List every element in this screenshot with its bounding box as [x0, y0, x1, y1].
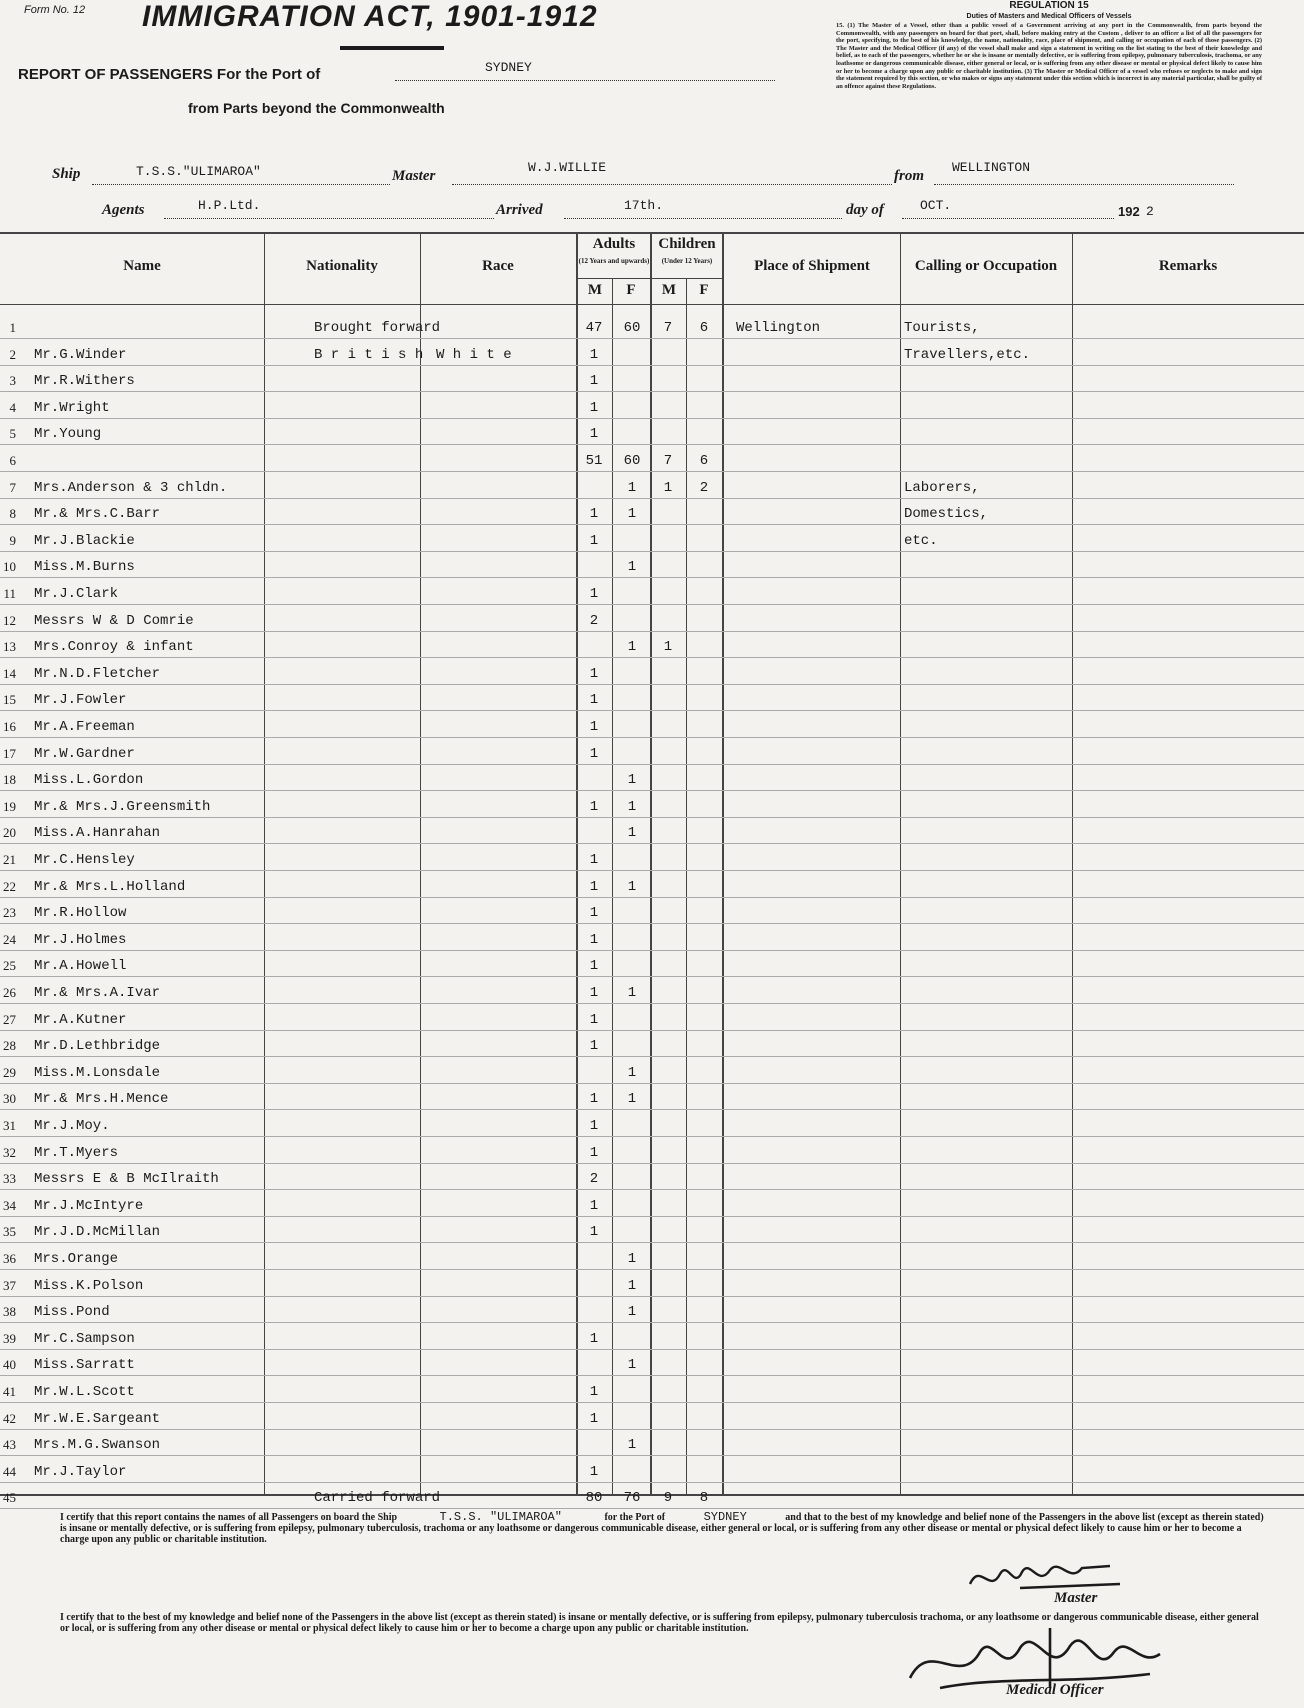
adults-male-count: 1: [589, 1331, 599, 1347]
adults-male-count: 1: [589, 932, 599, 948]
col-divider-place: [900, 233, 901, 1495]
children-male-count: 1: [663, 480, 673, 496]
row-rule: [0, 1056, 1304, 1057]
row-number: 25: [3, 958, 16, 973]
adults-male-count: 1: [589, 905, 599, 921]
adults-female-count: 60: [623, 453, 641, 469]
col-divider-adult-mf: [612, 278, 613, 1495]
row-rule: [0, 1216, 1304, 1217]
row-rule: [0, 365, 1304, 366]
children-male-count: 7: [663, 453, 673, 469]
passenger-name: Mr.C.Sampson: [34, 1331, 135, 1347]
adults-female-count: 76: [623, 1490, 641, 1506]
year-suffix: 2: [1146, 204, 1154, 219]
passenger-name: Mr.J.D.McMillan: [34, 1224, 161, 1240]
passenger-name: Mr.J.Moy.: [34, 1118, 110, 1134]
row-rule: [0, 631, 1304, 632]
row-number: 16: [3, 719, 16, 734]
children-female-count: 6: [699, 453, 709, 469]
adults-male-count: 1: [589, 506, 599, 522]
adults-male-count: 1: [589, 1198, 599, 1214]
adults-male-count: 80: [585, 1490, 603, 1506]
row-rule: [0, 1429, 1304, 1430]
row-rule: [0, 976, 1304, 977]
adults-male-count: 1: [589, 1464, 599, 1480]
row-number: 27: [3, 1012, 16, 1027]
passenger-name: Mr.J.Clark: [34, 586, 119, 602]
adults-female-count: 60: [623, 320, 641, 336]
adults-male-count: 47: [585, 320, 603, 336]
nationality-cell: Brought forward: [314, 320, 441, 336]
adults-male-count: 1: [589, 426, 599, 442]
row-number: 15: [3, 692, 16, 707]
passenger-name: Mr.J.Fowler: [34, 692, 127, 708]
agents-value: H.P.Ltd.: [198, 198, 261, 213]
adults-female-count: 1: [627, 825, 637, 841]
row-rule: [0, 1242, 1304, 1243]
adults-male-count: 2: [589, 1171, 599, 1187]
master-caption: Master: [1054, 1590, 1098, 1606]
master-line: [452, 184, 892, 185]
row-rule: [0, 1189, 1304, 1190]
children-female-count: 8: [699, 1490, 709, 1506]
medical-officer-caption: Medical Officer: [1006, 1682, 1104, 1698]
row-rule: [0, 657, 1304, 658]
col-divider-adults: [650, 233, 652, 1495]
row-number: 23: [3, 905, 16, 920]
passenger-name: Mrs.Orange: [34, 1251, 119, 1267]
adults-male-count: 1: [589, 1038, 599, 1054]
from-parts-label: from Parts beyond the Commonwealth: [188, 100, 445, 116]
table-bottom-border: [0, 1494, 1304, 1496]
row-number: 34: [3, 1198, 16, 1213]
row-rule: [0, 923, 1304, 924]
adults-male-count: 1: [589, 799, 599, 815]
calling-occupation: Travellers,etc.: [904, 347, 1031, 363]
mf-header-rule: [577, 278, 723, 279]
calling-occupation: etc.: [904, 533, 938, 549]
adults-male-count: 1: [589, 533, 599, 549]
row-rule: [0, 897, 1304, 898]
row-number: 33: [3, 1171, 16, 1186]
row-rule: [0, 684, 1304, 685]
passenger-name: Miss.L.Gordon: [34, 772, 144, 788]
header-adults-f: F: [626, 282, 636, 298]
row-number: 10: [3, 559, 16, 574]
row-rule: [0, 1003, 1304, 1004]
adults-male-count: 1: [589, 852, 599, 868]
row-rule: [0, 524, 1304, 525]
row-rule: [0, 1269, 1304, 1270]
adults-male-count: 1: [589, 666, 599, 682]
form-number: Form No. 12: [24, 4, 86, 16]
row-rule: [0, 1083, 1304, 1084]
row-rule: [0, 1402, 1304, 1403]
adults-male-count: 1: [589, 719, 599, 735]
adults-female-count: 1: [627, 1091, 637, 1107]
row-number: 11: [3, 586, 16, 601]
agents-line: [164, 218, 494, 219]
row-number: 43: [3, 1437, 16, 1452]
table-header-bottom: [0, 304, 1304, 305]
row-number: 38: [3, 1304, 16, 1319]
passenger-name: Mr.R.Hollow: [34, 905, 127, 921]
passenger-name: Mr.T.Myers: [34, 1145, 119, 1161]
header-children-m: M: [661, 282, 677, 298]
row-rule: [0, 1163, 1304, 1164]
adults-male-count: 1: [589, 746, 599, 762]
row-number: 1: [9, 320, 16, 335]
nationality-cell: B r i t i s h: [314, 347, 424, 363]
table-top-border: [0, 232, 1304, 234]
passenger-name: Mr.W.L.Scott: [34, 1384, 135, 1400]
arrived-line: [564, 218, 842, 219]
children-female-count: 2: [699, 480, 709, 496]
row-rule: [0, 1296, 1304, 1297]
adults-male-count: 1: [589, 586, 599, 602]
adults-male-count: 1: [589, 1091, 599, 1107]
adults-female-count: 1: [627, 1065, 637, 1081]
passenger-name: Mr.W.E.Sargeant: [34, 1411, 161, 1427]
row-number: 35: [3, 1224, 16, 1239]
row-number: 44: [3, 1464, 16, 1479]
cert1-port: SYDNEY: [703, 1510, 747, 1524]
row-rule: [0, 1030, 1304, 1031]
passenger-name: Mrs.Conroy & infant: [34, 639, 194, 655]
adults-male-count: 2: [589, 613, 599, 629]
header-adults: Adults: [592, 236, 636, 252]
row-rule: [0, 1482, 1304, 1483]
row-rule: [0, 1349, 1304, 1350]
row-number: 18: [3, 772, 16, 787]
header-place: Place of Shipment: [754, 258, 870, 274]
row-number: 39: [3, 1331, 16, 1346]
row-number: 32: [3, 1145, 16, 1160]
adults-male-count: 1: [589, 879, 599, 895]
passenger-name: Mrs.M.G.Swanson: [34, 1437, 161, 1453]
port-dotted-line: [395, 80, 775, 81]
adults-female-count: 1: [627, 1304, 637, 1320]
row-rule: [0, 790, 1304, 791]
calling-occupation: Domestics,: [904, 506, 989, 522]
passenger-name: Mr.C.Hensley: [34, 852, 135, 868]
adults-female-count: 1: [627, 639, 637, 655]
calling-occupation: Laborers,: [904, 480, 980, 496]
passenger-name: Mr.R.Withers: [34, 373, 135, 389]
row-rule: [0, 498, 1304, 499]
row-number: 41: [3, 1384, 16, 1399]
row-rule: [0, 870, 1304, 871]
passenger-name: Mr.& Mrs.H.Mence: [34, 1091, 169, 1107]
passenger-name: Mr.A.Howell: [34, 958, 127, 974]
row-number: 21: [3, 852, 16, 867]
adults-male-count: 1: [589, 400, 599, 416]
row-number: 7: [9, 480, 16, 495]
row-number: 26: [3, 985, 16, 1000]
ship-label: Ship: [52, 166, 81, 182]
row-number: 14: [3, 666, 16, 681]
passenger-name: Miss.A.Hanrahan: [34, 825, 161, 841]
from-label: from: [894, 168, 924, 184]
passenger-name: Miss.Pond: [34, 1304, 110, 1320]
passenger-name: Miss.M.Lonsdale: [34, 1065, 161, 1081]
ship-value: T.S.S."ULIMAROA": [136, 164, 261, 179]
nationality-cell: Carried forward: [314, 1490, 441, 1506]
passenger-name: Messrs E & B McIlraith: [34, 1171, 219, 1187]
row-rule: [0, 1136, 1304, 1137]
children-male-count: 1: [663, 639, 673, 655]
header-remarks: Remarks: [1158, 258, 1218, 274]
adults-male-count: 1: [589, 1012, 599, 1028]
adults-female-count: 1: [627, 772, 637, 788]
adults-female-count: 1: [627, 799, 637, 815]
passenger-name: Mr.D.Lethbridge: [34, 1038, 161, 1054]
passenger-name: Mr.J.Taylor: [34, 1464, 127, 1480]
adults-female-count: 1: [627, 1357, 637, 1373]
cert1-mid: for the Port of: [604, 1512, 666, 1523]
from-line: [934, 184, 1234, 185]
col-divider-nationality: [420, 233, 421, 1495]
row-rule: [0, 444, 1304, 445]
adults-male-count: 1: [589, 1224, 599, 1240]
row-number: 40: [3, 1357, 16, 1372]
race-cell: W h i t e: [436, 347, 512, 363]
row-rule: [0, 391, 1304, 392]
passenger-name: Mr.W.Gardner: [34, 746, 135, 762]
row-number: 6: [9, 453, 16, 468]
regulation-text: 15. (1) The Master of a Vessel, other than a public vessel of a Government arriving at any port in the Commonwealth, from parts beyond the Commonwealth, with any passengers on board for that port, shall, before making entry at the Custom , deliver to an officer a list of all the passengers for the port, specifying, to the best of his knowledge, the name, nationality, race, place of shipment, and calling or occupation of each of those passengers. (2) The Master and the Medical Officer (if any) of the vessel shall make and sign a statement in writing on the list stating to the best of their knowledge and belief, as to each of the passengers, whether he or she is insane or mentally defective, or is suffering from epilepsy, pulmonary tuberculosis, trachoma, or any loathsome or dangerous communicable disease, either general or local, or is suffering from any other disease or mental or physical defect likely to cause him or her to become a charge upon any public or charitable institution. (3) The Master or Medical Officer of a vessel who refuses or neglects to make and sign the statement required by this section, or who makes or signs any statement under this section which is incorrect in any material particular, shall be guilty of an offence against these Regulations.: [836, 22, 1262, 90]
row-rule: [0, 1455, 1304, 1456]
header-calling: Calling or Occupation: [914, 258, 1058, 274]
master-label: Master: [392, 168, 436, 184]
arrived-value: 17th.: [624, 198, 664, 213]
passenger-name: Mr.J.Holmes: [34, 932, 127, 948]
cert1-ship: T.S.S. "ULIMAROA": [439, 1510, 562, 1524]
agents-label: Agents: [102, 202, 145, 218]
adults-male-count: 1: [589, 347, 599, 363]
row-number: 4: [9, 400, 16, 415]
adults-female-count: 1: [627, 506, 637, 522]
arrived-label: Arrived: [496, 202, 543, 218]
passenger-name: Mrs.Anderson & 3 chldn.: [34, 480, 228, 496]
row-rule: [0, 551, 1304, 552]
master-signature: [960, 1554, 1140, 1604]
passenger-name: Mr.Young: [34, 426, 102, 442]
port-value: SYDNEY: [485, 60, 532, 75]
col-divider-race: [576, 233, 578, 1495]
row-number: 31: [3, 1118, 16, 1133]
col-divider-children: [722, 233, 724, 1495]
month-line: [902, 218, 1114, 219]
row-number: 13: [3, 639, 16, 654]
row-rule: [0, 764, 1304, 765]
passenger-name: Mr.& Mrs.L.Holland: [34, 879, 186, 895]
passenger-name: Mr.J.Blackie: [34, 533, 135, 549]
row-number: 24: [3, 932, 16, 947]
adults-male-count: 1: [589, 1411, 599, 1427]
from-value: WELLINGTON: [952, 160, 1031, 175]
col-divider-calling: [1072, 233, 1073, 1495]
row-rule: [0, 1508, 1304, 1509]
row-number: 19: [3, 799, 16, 814]
row-rule: [0, 950, 1304, 951]
report-label: REPORT OF PASSENGERS For the Port of: [18, 66, 321, 83]
row-rule: [0, 1322, 1304, 1323]
adults-male-count: 1: [589, 692, 599, 708]
passenger-name: Mr.& Mrs.C.Barr: [34, 506, 161, 522]
children-male-count: 9: [663, 1490, 673, 1506]
header-adults-sub: (12 Years and upwards): [578, 257, 650, 265]
certificate-master: [60, 1512, 1270, 1545]
header-name: Name: [123, 258, 161, 274]
passenger-name: Mr.N.D.Fletcher: [34, 666, 161, 682]
adults-male-count: 1: [589, 1384, 599, 1400]
adults-male-count: 1: [589, 958, 599, 974]
row-rule: [0, 338, 1304, 339]
row-rule: [0, 471, 1304, 472]
row-number: 20: [3, 825, 16, 840]
row-number: 28: [3, 1038, 16, 1053]
cert1-pre: I certify that this report contains the names of all Passengers on board the Ship: [60, 1512, 398, 1523]
row-rule: [0, 1109, 1304, 1110]
row-number: 12: [3, 613, 16, 628]
passenger-name: Miss.Sarratt: [34, 1357, 135, 1373]
row-number: 17: [3, 746, 16, 761]
row-number: 37: [3, 1278, 16, 1293]
row-rule: [0, 577, 1304, 578]
row-number: 36: [3, 1251, 16, 1266]
row-rule: [0, 817, 1304, 818]
adults-female-count: 1: [627, 480, 637, 496]
row-rule: [0, 710, 1304, 711]
regulation-title: REGULATION 15: [1009, 0, 1089, 11]
row-number: 8: [9, 506, 16, 521]
regulation-subtitle: Duties of Masters and Medical Officers of Vessels: [966, 13, 1132, 20]
adults-female-count: 1: [627, 559, 637, 575]
adults-female-count: 1: [627, 1437, 637, 1453]
row-number: 42: [3, 1411, 16, 1426]
row-number: 30: [3, 1091, 16, 1106]
adults-female-count: 1: [627, 985, 637, 1001]
row-rule: [0, 843, 1304, 844]
row-rule: [0, 604, 1304, 605]
adults-male-count: 1: [589, 985, 599, 1001]
calling-occupation: Tourists,: [904, 320, 980, 336]
row-number: 22: [3, 879, 16, 894]
children-male-count: 7: [663, 320, 673, 336]
month-value: OCT.: [920, 198, 952, 213]
header-children: Children: [658, 236, 716, 252]
row-number: 45: [3, 1490, 16, 1505]
adults-female-count: 1: [627, 1278, 637, 1294]
header-race: Race: [482, 258, 514, 274]
header-children-f: F: [699, 282, 709, 298]
children-female-count: 6: [699, 320, 709, 336]
place-of-shipment: Wellington: [736, 320, 821, 336]
master-value: W.J.WILLIE: [528, 160, 607, 175]
row-rule: [0, 1375, 1304, 1376]
cert1-rest: and that to the best of my knowledge and belief none of the Passengers in the above list (except as therein stated) is insane or mentally defective, or is suffering from epilepsy, pulmonary tuberculosis, trachoma or any loathsome or dangerous communicable disease, either general or local, or is suffering from any other disease or mental or physical defect likely to cause him or her to become a charge upon any public or charitable institution.: [60, 1512, 1264, 1545]
year-prefix: 192: [1118, 204, 1140, 219]
header-children-sub: (Under 12 Years): [661, 257, 713, 265]
row-rule: [0, 418, 1304, 419]
adults-male-count: 51: [585, 453, 603, 469]
header-adults-m: M: [587, 282, 603, 298]
ship-line: [92, 184, 390, 185]
adults-male-count: 1: [589, 1145, 599, 1161]
col-divider-name: [264, 233, 265, 1495]
row-number: 2: [9, 347, 16, 362]
document-title: IMMIGRATION ACT, 1901-1912: [142, 0, 598, 33]
passenger-name: Miss.M.Burns: [34, 559, 135, 575]
passenger-name: Mr.& Mrs.A.Ivar: [34, 985, 161, 1001]
passenger-name: Messrs W & D Comrie: [34, 613, 194, 629]
row-number: 9: [9, 533, 16, 548]
title-underline: [340, 46, 444, 50]
passenger-name: Mr.J.McIntyre: [34, 1198, 144, 1214]
row-number: 3: [9, 373, 16, 388]
row-rule: [0, 737, 1304, 738]
passenger-name: Mr.Wright: [34, 400, 110, 416]
adults-female-count: 1: [627, 1251, 637, 1267]
passenger-name: Mr.& Mrs.J.Greensmith: [34, 799, 211, 815]
passenger-name: Mr.A.Freeman: [34, 719, 135, 735]
adults-male-count: 1: [589, 373, 599, 389]
row-number: 29: [3, 1065, 16, 1080]
passenger-name: Mr.A.Kutner: [34, 1012, 127, 1028]
passenger-name: Mr.G.Winder: [34, 347, 127, 363]
col-divider-child-mf: [686, 278, 687, 1495]
passenger-name: Miss.K.Polson: [34, 1278, 144, 1294]
certificate-medical: I certify that to the best of my knowledge and belief none of the Passengers in the above list (except as therein stated) is insane or mentally defective, or is suffering from epilepsy, pulmonary tuberculosis trachoma, or any loathsome or dangerous communicable disease, either general or local, or is suffering from any other disease or mental or physical defect likely to cause him or her to become a charge upon any public or charitable institution.: [60, 1612, 1259, 1634]
day-of-label: day of: [846, 202, 884, 218]
row-number: 5: [9, 426, 16, 441]
adults-male-count: 1: [589, 1118, 599, 1134]
header-nationality: Nationality: [306, 258, 378, 274]
adults-female-count: 1: [627, 879, 637, 895]
